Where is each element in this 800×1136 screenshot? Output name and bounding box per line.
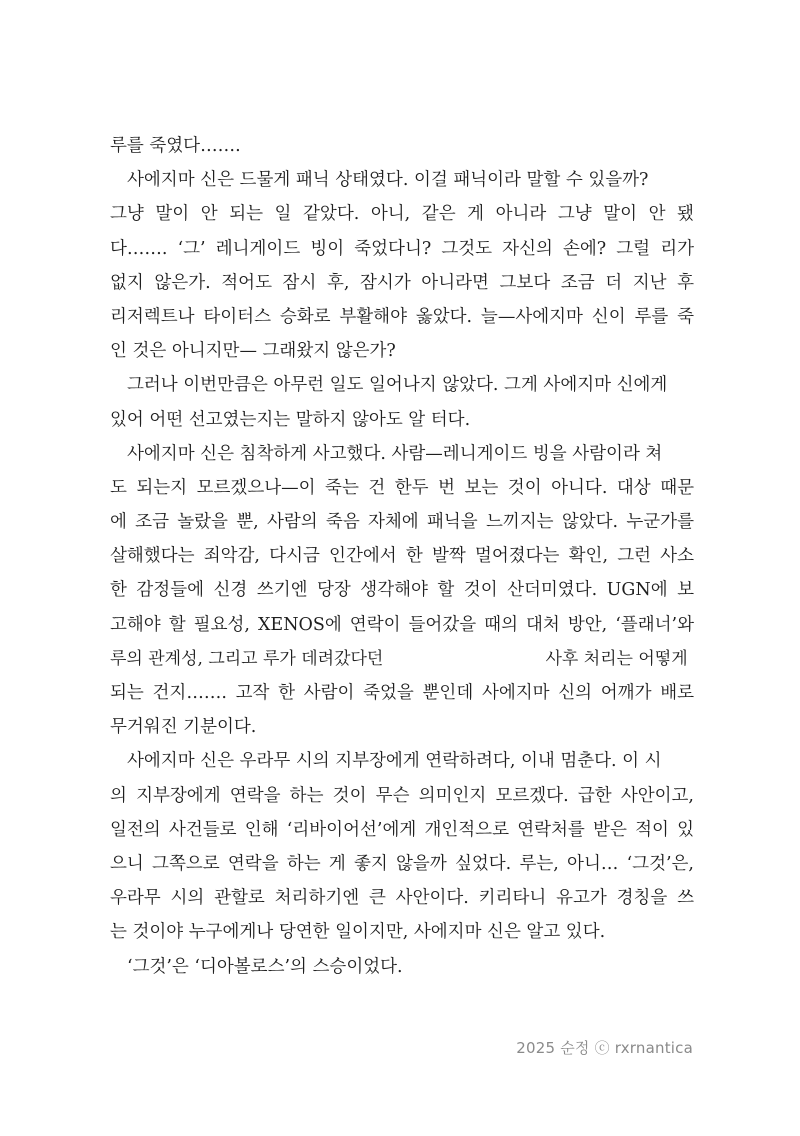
text-line: 도 되는지 모르겠으나—이 죽는 건 한두 번 보는 것이 아니다. 대상 때문 bbox=[110, 477, 694, 498]
text-line: 무거워진 기분이다. bbox=[110, 717, 257, 738]
text-line: 으니 그쪽으로 연락을 하는 게 좋지 않을까 싶었다. 루는, 아니… ‘그것’은, bbox=[110, 853, 694, 874]
text-line: 다……. ‘그’ 레니게이드 빙이 죽었다니? 그것도 자신의 손에? 그럴 리가 bbox=[110, 238, 694, 259]
text-line: 고해야 할 필요성, XENOS에 연락이 들어갔을 때의 대처 방안, ‘플래너’와 bbox=[110, 614, 694, 635]
text-line: 사에지마 신은 드물게 패닉 상태였다. 이걸 패닉이라 말할 수 있을까? bbox=[127, 170, 649, 191]
text-line: 루의 관계성, 그리고 루가 데려갔다던 사후 처리는 어떻게 bbox=[110, 648, 688, 669]
text-line: 그러나 이번만큼은 아무런 일도 일어나지 않았다. 그게 사에지마 신에게 bbox=[127, 375, 668, 396]
text-line: 사에지마 신은 우라무 시의 지부장에게 연락하려다, 이내 멈춘다. 이 시 bbox=[127, 751, 662, 772]
text-line: 일전의 사건들로 인해 ‘리바이어선’에게 개인적으로 연락처를 받은 적이 있 bbox=[110, 819, 694, 840]
body-text bbox=[110, 129, 694, 984]
text-line: 에 조금 놀랐을 뿐, 사람의 죽음 자체에 패닉을 느끼지는 않았다. 누군가를 bbox=[110, 512, 694, 533]
text-line: 의 지부장에게 연락을 하는 것이 무슨 의미인지 모르겠다. 급한 사안이고, bbox=[110, 785, 694, 806]
text-line: 있어 어떤 선고였는지는 말하지 않아도 알 터다. bbox=[110, 409, 471, 430]
text-line: 한 감정들에 신경 쓰기엔 당장 생각해야 할 것이 산더미였다. UGN에 보 bbox=[110, 580, 694, 601]
text-line: 살해했다는 죄악감, 다시금 인간에서 한 발짝 멀어졌다는 확인, 그런 사소 bbox=[110, 546, 694, 567]
text-line: 인 것은 아니지만— 그래왔지 않은가? bbox=[110, 341, 396, 362]
copyright-footer: 2025 순정 ⓒ rxrnantica bbox=[516, 1039, 693, 1057]
text-line: 그냥 말이 안 되는 일 같았다. 아니, 같은 게 아니라 그냥 말이 안 됐 bbox=[110, 204, 694, 225]
text-line: 사에지마 신은 침착하게 사고했다. 사람—레니게이드 빙을 사람이라 쳐 bbox=[127, 443, 663, 464]
text-line: 우라무 시의 관할로 처리하기엔 큰 사안이다. 키리타니 유고가 경칭을 쓰 bbox=[110, 888, 694, 909]
text-line: ‘그것’은 ‘디아볼로스’의 스승이었다. bbox=[127, 956, 403, 977]
text-line: 는 것이야 누구에게나 당연한 일이지만, 사에지마 신은 알고 있다. bbox=[110, 922, 606, 943]
text-line: 없지 않은가. 적어도 잠시 후, 잠시가 아니라면 그보다 조금 더 지난 후 bbox=[110, 272, 694, 293]
text-line: 루를 죽였다……. bbox=[110, 136, 241, 156]
text-line: 리저렉트나 타이터스 승화로 부활해야 옳았다. 늘—사에지마 신이 루를 죽 bbox=[110, 306, 694, 327]
text-line: 되는 건지……. 고작 한 사람이 죽었을 뿐인데 사에지마 신의 어깨가 배로 bbox=[110, 683, 694, 703]
